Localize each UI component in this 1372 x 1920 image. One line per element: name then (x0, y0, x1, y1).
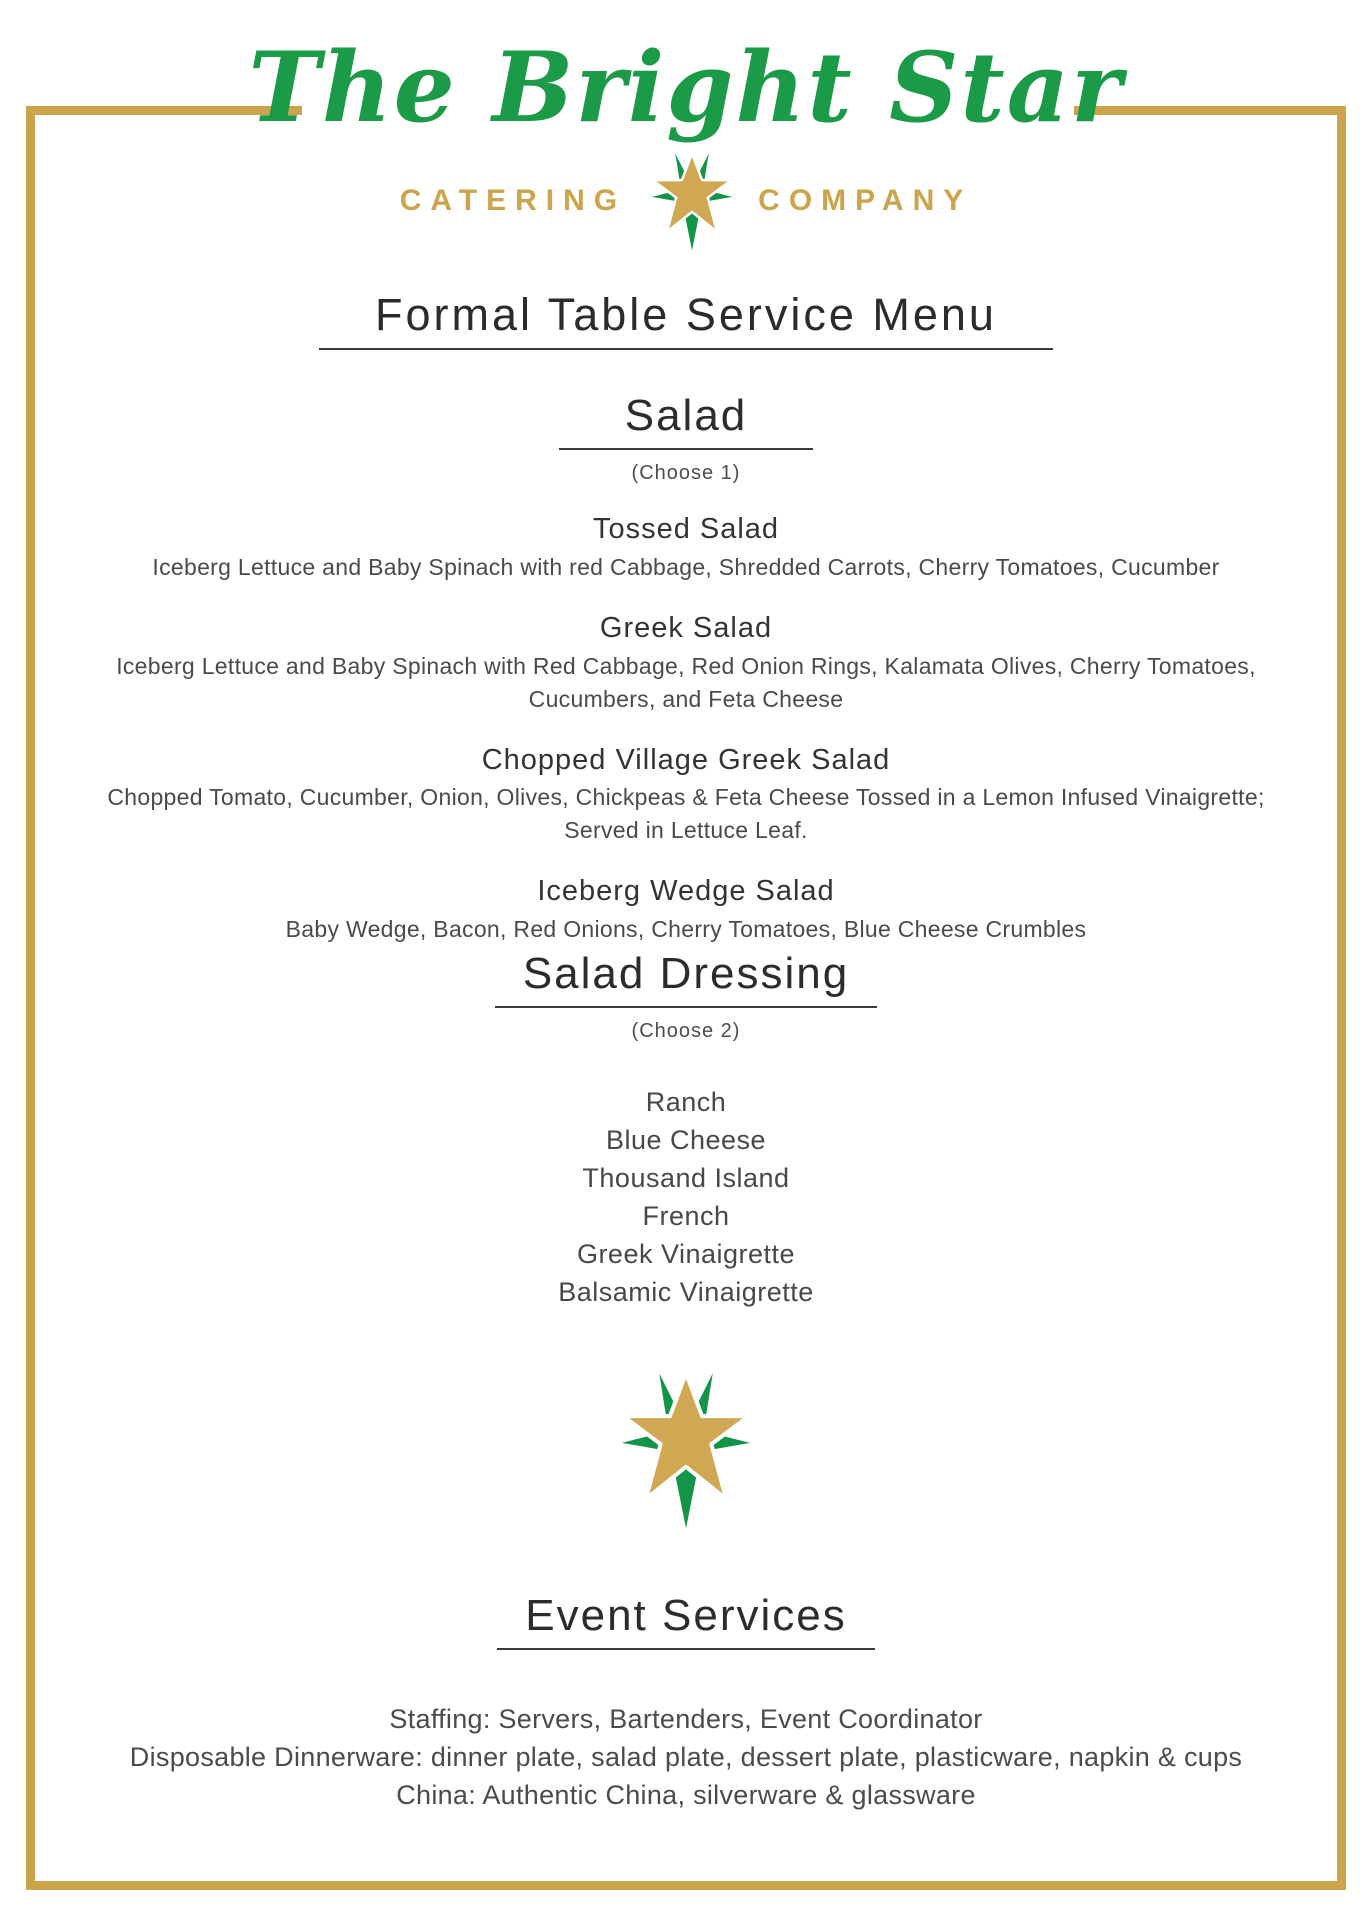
star-icon (619, 1368, 753, 1531)
dressing-option: Greek Vinaigrette (576, 1239, 796, 1270)
dressing-choose-note: (Choose 2) (631, 1020, 741, 1043)
dressing-option: Ranch (645, 1087, 727, 1118)
dressing-options (0, 1083, 1372, 1311)
section-salad-dressing (0, 950, 1372, 1311)
item-name: Chopped Village Greek Salad (481, 743, 891, 776)
menu-title-block (0, 290, 1372, 350)
item-name: Tossed Salad (592, 513, 780, 546)
dressing-option: Thousand Island (582, 1163, 790, 1194)
service-line: Staffing: Servers, Bartenders, Event Coordinator (389, 1704, 983, 1735)
menu-item (0, 873, 1372, 946)
item-description: Chopped Tomato, Cucumber, Onion, Olives, Chickpeas & Feta Cheese Tossed in a Lemon Infused Vinaigrette; Served in Lettuce Leaf. (107, 784, 1265, 844)
item-name: Iceberg Wedge Salad (537, 875, 835, 908)
item-name: Greek Salad (599, 612, 773, 645)
menu-item (0, 610, 1372, 716)
dressing-option: Balsamic Vinaigrette (558, 1277, 814, 1308)
salad-choose-note: (Choose 1) (631, 462, 741, 485)
salad-heading: Salad (559, 392, 814, 450)
page-title: Formal Table Service Menu (319, 290, 1053, 350)
section-salad (0, 392, 1372, 946)
logo-word-catering: CATERING (399, 184, 627, 217)
service-line: Disposable Dinnerware: dinner plate, salad plate, dessert plate, plasticware, napkin & cups (129, 1742, 1243, 1773)
menu-item (0, 511, 1372, 584)
dressing-heading: Salad Dressing (495, 950, 877, 1008)
service-line: China: Authentic China, silverware & glassware (396, 1780, 976, 1811)
menu-item (0, 742, 1372, 848)
logo-script-text: The Bright Star (248, 31, 1124, 144)
item-description: Iceberg Lettuce and Baby Spinach with Red Cabbage, Red Onion Rings, Kalamata Olives, Cherry Tomatoes, Cucumbers, and Feta Cheese (116, 652, 1256, 712)
section-event-services (0, 1592, 1372, 1814)
border-bottom (26, 1881, 1346, 1890)
star-ornament (0, 1368, 1372, 1536)
dressing-option: French (642, 1201, 730, 1232)
item-description: Iceberg Lettuce and Baby Spinach with red Cabbage, Shredded Carrots, Cherry Tomatoes, Cucumber (152, 554, 1220, 581)
event-services-lines (0, 1700, 1372, 1814)
dressing-option: Blue Cheese (605, 1125, 767, 1156)
star-icon (650, 150, 734, 252)
logo-wordmark (0, 150, 1372, 252)
item-description: Baby Wedge, Bacon, Red Onions, Cherry Tomatoes, Blue Cheese Crumbles (285, 916, 1087, 943)
logo-word-company: COMPANY (758, 184, 973, 217)
event-services-heading: Event Services (497, 1592, 874, 1650)
